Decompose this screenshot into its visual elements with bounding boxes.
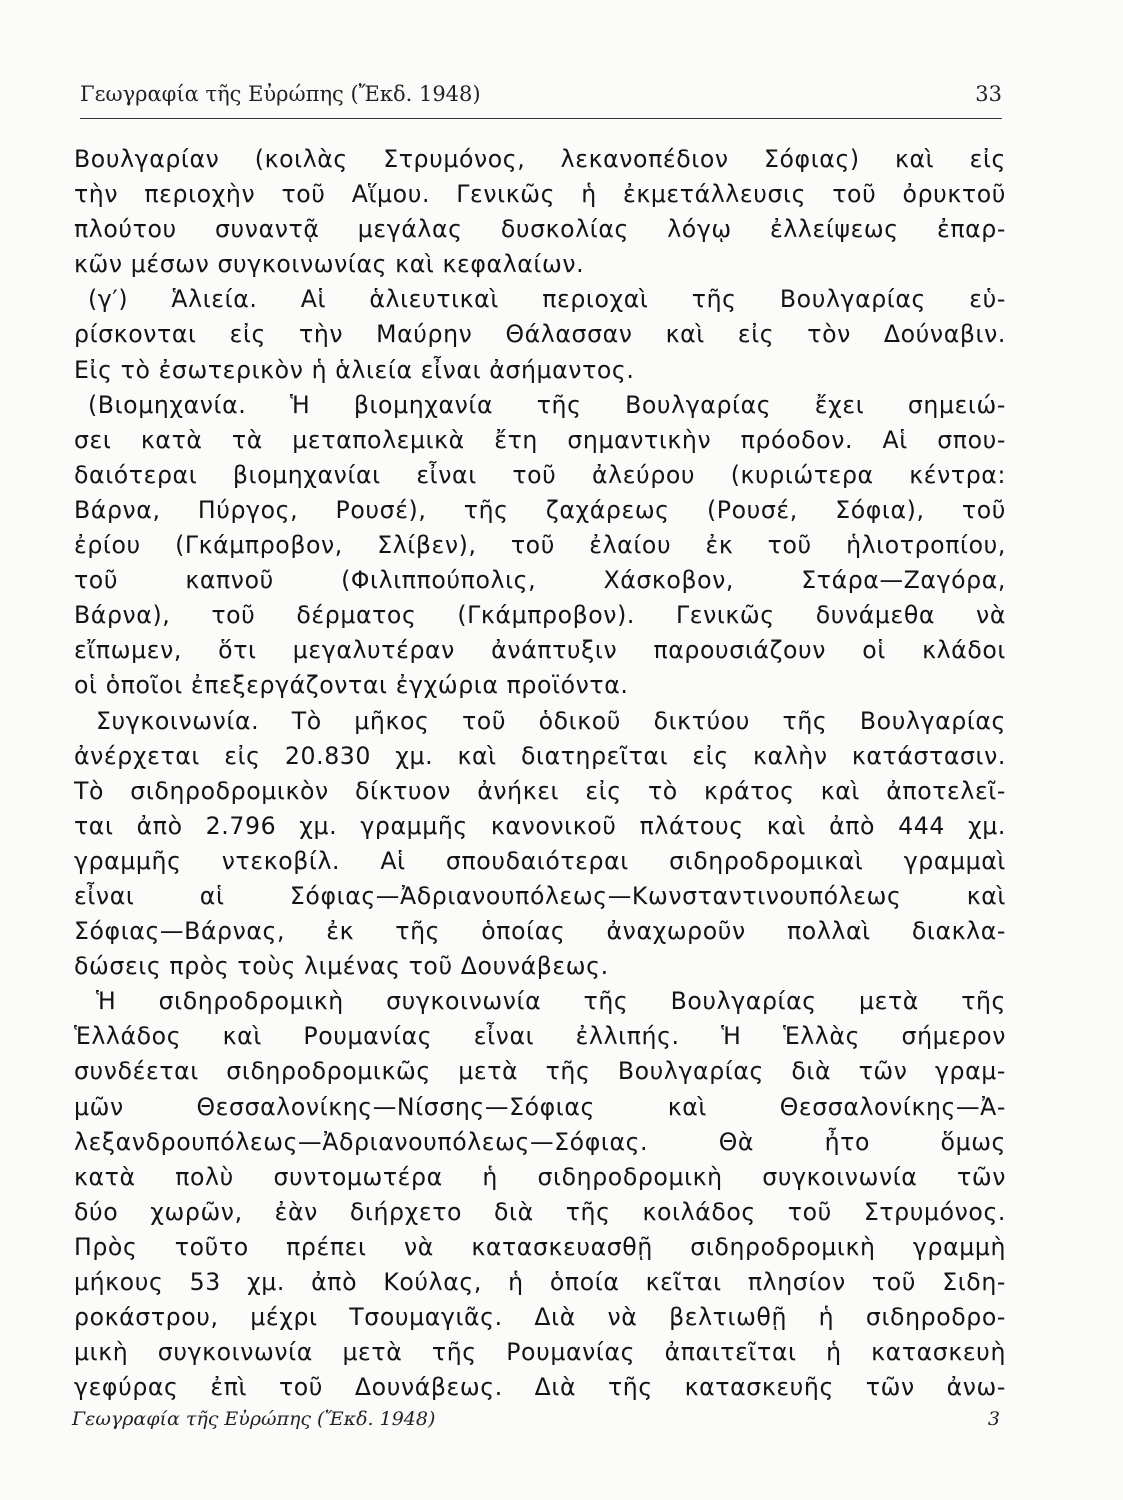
text-line: τοῦ καπνοῦ (Φιλιππούπολις, Χάσκοβον, Στάρα—Ζαγόρα, xyxy=(74,566,1006,595)
text-line: λεξανδρουπόλεως—Ἀδριανουπόλεως—Σόφιας. Θὰ ἦτο ὅμως xyxy=(74,1127,1006,1156)
text-line: ται ἀπὸ 2.796 χμ. γραμμῆς κανονικοῦ πλάτους καὶ ἀπὸ 444 χμ. xyxy=(74,811,1006,840)
text-line: τὴν περιοχὴν τοῦ Αἵμου. Γενικῶς ἡ ἐκμετάλλευσις τοῦ ὀρυκτοῦ xyxy=(74,180,1006,209)
text-line: μῶν Θεσσαλονίκης—Νίσσης—Σόφιας καὶ Θεσσαλονίκης—Ἀ- xyxy=(74,1092,1006,1121)
header-rule xyxy=(80,118,1002,119)
signature-title: Γεωγραφία τῆς Εὐρώπης (Ἔκδ. 1948) xyxy=(72,1408,436,1430)
text-line: (γ′) Ἁλιεία. Αἱ ἁλιευτικαὶ περιοχαὶ τῆς Βουλγαρίας εὑ- xyxy=(88,285,1006,314)
text-line: κατὰ πολὺ συντομωτέρα ἡ σιδηροδρομικὴ συγκοινωνία τῶν xyxy=(74,1162,1006,1191)
text-line: Ἑλλάδος καὶ Ρουμανίας εἶναι ἐλλιπής. Ἡ Ἑλλὰς σήμερον xyxy=(74,1022,1006,1051)
text-line: μήκους 53 χμ. ἀπὸ Κούλας, ἡ ὁποία κεῖται πλησίον τοῦ Σιδη- xyxy=(74,1268,1006,1296)
header-title: Γεωγραφία τῆς Εὐρώπης (Ἔκδ. 1948) xyxy=(80,82,481,106)
text-line: Βάρνα), τοῦ δέρματος (Γκάμπροβον). Γενικῶς δυνάμεθα νὰ xyxy=(74,601,1006,630)
text-line: Βάρνα, Πύργος, Ρουσέ), τῆς ζαχάρεως (Ρουσέ, Σόφια), τοῦ xyxy=(74,495,1006,524)
text-line: Συγκοινωνία. Τὸ μῆκος τοῦ ὁδικοῦ δικτύου τῆς Βουλγαρίας xyxy=(96,706,1006,735)
text-line: ἀνέρχεται εἰς 20.830 χμ. καὶ διατηρεῖται εἰς καλὴν κατάστασιν. xyxy=(74,741,1006,770)
text-line: σει κατὰ τὰ μεταπολεμικὰ ἔτη σημαντικὴν πρόοδον. Αἱ σπου- xyxy=(74,425,1006,454)
text-line: πλούτου συναντᾷ μεγάλας δυσκολίας λόγῳ ἐλλείψεως ἐπαρ- xyxy=(74,215,1006,244)
text-line: Βουλγαρίαν (κοιλὰς Στρυμόνος, λεκανοπέδιον Σόφιας) καὶ εἰς xyxy=(74,145,1006,173)
footer-signature xyxy=(72,1408,1004,1430)
text-line: κῶν μέσων συγκοινωνίας καὶ κεφαλαίων. xyxy=(74,250,585,279)
page-number: 33 xyxy=(975,82,1002,106)
text-line: δώσεις πρὸς τοὺς λιμένας τοῦ Δουνάβεως. xyxy=(74,952,609,981)
text-line: ρίσκονται εἰς τὴν Μαύρην Θάλασσαν καὶ εἰς τὸν Δούναβιν. xyxy=(74,320,1006,349)
text-line: οἱ ὁποῖοι ἐπεξεργάζονται ἐγχώρια προϊόντα. xyxy=(74,671,629,700)
text-line: ροκάστρου, μέχρι Τσουμαγιᾶς. Διὰ νὰ βελτιωθῇ ἡ σιδηροδρο- xyxy=(74,1303,1006,1332)
text-line: εἴπωμεν, ὅτι μεγαλυτέραν ἀνάπτυξιν παρουσιάζουν οἱ κλάδοι xyxy=(74,636,1006,665)
body-text xyxy=(74,142,1006,1405)
text-line: (Βιομηχανία. Ἡ βιομηχανία τῆς Βουλγαρίας ἔχει σημειώ- xyxy=(88,390,1006,419)
text-line: ἐρίου (Γκάμπροβον, Σλίβεν), τοῦ ἐλαίου ἐκ τοῦ ἡλιοτροπίου, xyxy=(74,531,1006,560)
text-line: μικὴ συγκοινωνία μετὰ τῆς Ρουμανίας ἀπαιτεῖται ἡ κατασκευὴ xyxy=(74,1338,1006,1367)
text-line: Εἰς τὸ ἐσωτερικὸν ἡ ἁλιεία εἶναι ἀσήμαντος. xyxy=(74,355,635,384)
sheet-number: 3 xyxy=(987,1408,1000,1430)
text-line: Τὸ σιδηροδρομικὸν δίκτυον ἀνήκει εἰς τὸ κράτος καὶ ἀποτελεῖ- xyxy=(74,776,1006,805)
text-line: γεφύρας ἐπὶ τοῦ Δουνάβεως. Διὰ τῆς κατασκευῆς τῶν ἀνω- xyxy=(74,1373,1006,1402)
text-line: Σόφιας—Βάρνας, ἐκ τῆς ὁποίας ἀναχωροῦν πολλαὶ διακλα- xyxy=(74,917,1006,946)
text-line: συνδέεται σιδηροδρομικῶς μετὰ τῆς Βουλγαρίας διὰ τῶν γραμ- xyxy=(74,1057,1006,1086)
text-line: δαιότεραι βιομηχανίαι εἶναι τοῦ ἀλεύρου (κυριώτερα κέντρα: xyxy=(74,460,1006,489)
text-line: δύο χωρῶν, ἐὰν διήρχετο διὰ τῆς κοιλάδος τοῦ Στρυμόνος. xyxy=(74,1197,1006,1226)
text-line: Πρὸς τοῦτο πρέπει νὰ κατασκευασθῇ σιδηροδρομικὴ γραμμὴ xyxy=(74,1232,1006,1261)
text-line: γραμμῆς ντεκοβίλ. Αἱ σπουδαιότεραι σιδηροδρομικαὶ γραμμαὶ xyxy=(74,846,1006,875)
text-line: εἶναι αἱ Σόφιας—Ἀδριανουπόλεως—Κωνσταντινουπόλεως καὶ xyxy=(74,881,1006,910)
text-line: Ἡ σιδηροδρομικὴ συγκοινωνία τῆς Βουλγαρίας μετὰ τῆς xyxy=(96,987,1006,1016)
